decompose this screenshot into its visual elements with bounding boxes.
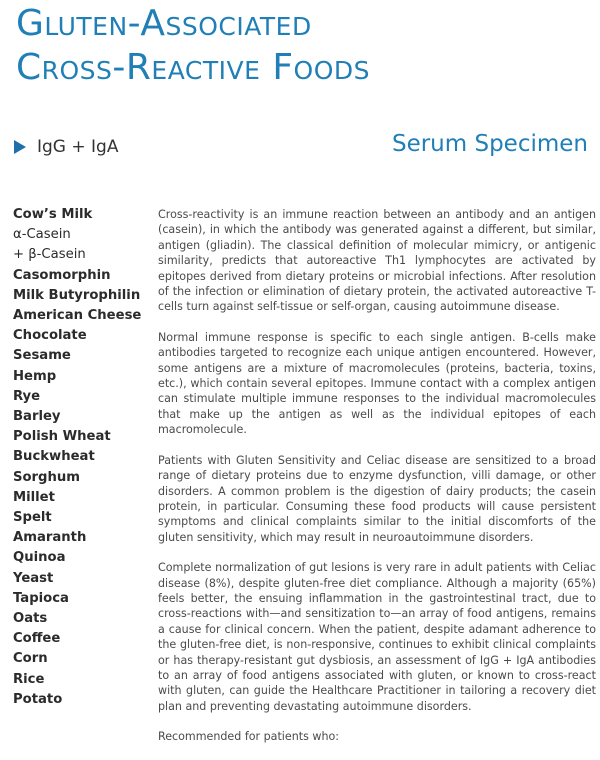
food-item: Casomorphin (13, 267, 111, 283)
test-type-label: IgG + IgA (37, 137, 119, 157)
food-item: α-Casein (13, 227, 71, 243)
food-item: Millet (13, 489, 55, 505)
food-item: Spelt (13, 510, 52, 526)
food-item: Chocolate (13, 328, 87, 344)
paragraph-gluten-sensitivity: Patients with Gluten Sensitivity and Celiac disease are sensitized to a broad range of dietary proteins due to enzyme dysfunction, villi damage, or other disorders. A common problem is the digestion of dairy products; the casein protein, in particular. Consuming these food products will cause persistent symptoms and clinical complaints similar to the initial discomforts of the gluten sensitivity, which may result in neuroautoimmune disorders. (158, 453, 596, 544)
paragraph-gut-lesions: Complete normalization of gut lesions is very rare in adult patients with Celiac disease (8%), despite gluten-free diet compliance. Although a majority (65%) feels better, the ensuing inflammation in the gastrointestinal tract, due to cross-reactions with—and sensitization to—an array of food antigens, remains a cause for clinical concern. When the patient, despite adamant adherence to the gluten-free diet, is non-responsive, continues to exhibit clinical complaints or has therapy-resistant gut dysbiosis, an assessment of IgG + IgA antibodies to an array of food antigens associated with gluten, or known to cross-react with gluten, can guide the Healthcare Practitioner in tailoring a recovery diet plan and preventing devastating autoimmune disorders. (158, 561, 596, 713)
food-list (13, 205, 141, 710)
paragraph-cross-reactivity: Cross-reactivity is an immune reaction between an antibody and an antigen (casein), in which the antibody was generated against a different, but similar, antigen (gliadin). The classical definition of molecular mimicry, or antigenic similarity, predicts that autoreactive Th1 lymphocytes are activated by epitopes derived from dietary proteins or microbial infections. After resolution of the infection or elimination of dietary protein, the activated autoreactive T-cells turn against self-tissue or self-organ, causing autoimmune disease. (158, 208, 596, 314)
food-item: Corn (13, 651, 48, 667)
title-line-2: Cross-Reactive Foods (16, 47, 371, 88)
food-item: Hemp (13, 368, 57, 384)
specimen-type: Serum Specimen (391, 131, 588, 157)
page-title (16, 2, 370, 90)
food-item: Yeast (13, 570, 54, 586)
paragraph-immune-response: Normal immune response is specific to each single antigen. B-cells make antibodies targeted to recognize each unique antigen encountered. However, some antigens are a mixture of macromolecules (proteins, bacteria, toxins, etc.), which contain several epitopes. Immune contact with a complex antigen can stimulate multiple immune responses to the individual macromolecules that make up the antigen as well as the individual epitopes of each macromolecule. (158, 330, 596, 437)
food-item: Coffee (13, 631, 61, 647)
title-line-1: Gluten-Associated (16, 3, 312, 44)
food-item: Barley (13, 409, 61, 425)
food-item: Potato (13, 691, 63, 707)
food-item: Polish Wheat (13, 429, 111, 445)
food-item: American Cheese (13, 308, 142, 324)
food-item: + β-Casein (13, 247, 86, 263)
food-item: Rye (13, 388, 41, 404)
food-item: Oats (13, 611, 48, 627)
recommended-heading: Recommended for patients who: (158, 730, 340, 744)
body-text (158, 207, 596, 760)
food-item: Rice (13, 671, 45, 687)
food-item: Cow’s Milk (13, 207, 93, 222)
food-item: Buckwheat (13, 449, 95, 465)
test-type-row (14, 137, 118, 157)
food-item: Milk Butyrophilin (13, 287, 141, 303)
arrow-right-icon (14, 140, 26, 154)
food-item: Amaranth (13, 530, 87, 546)
food-item: Sorghum (13, 469, 81, 485)
food-item: Tapioca (13, 590, 69, 606)
food-item: Sesame (13, 348, 71, 364)
food-item: Quinoa (13, 550, 66, 566)
